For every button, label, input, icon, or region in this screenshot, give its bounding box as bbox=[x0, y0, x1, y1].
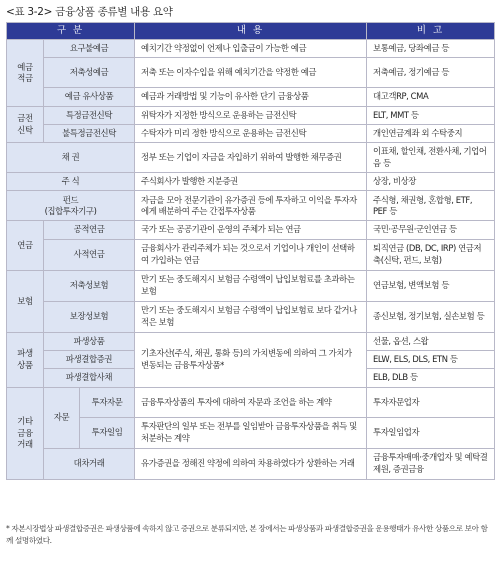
row-content: 예치기간 약정없이 언제나 입출금이 가능한 예금 bbox=[135, 40, 367, 58]
row-note: 연금보험, 변액보험 등 bbox=[367, 270, 495, 301]
row-content: 유가증권을 정해진 약정에 의하여 차용하였다가 상환하는 거래 bbox=[135, 448, 367, 479]
row-content: 만기 또는 중도해지시 보험금 수령액이 납입보험료 보다 같거나 적은 보험 bbox=[135, 301, 367, 332]
table-row bbox=[7, 387, 495, 417]
row-name: 투자일임 bbox=[80, 417, 135, 448]
table-row bbox=[7, 239, 495, 270]
row-content: 만기 또는 중도해지시 보험금 수령액이 납입보험료를 초과하는 보험 bbox=[135, 270, 367, 301]
row-name: 펀드 (집합투자기구) bbox=[7, 191, 135, 221]
row-name: 대차거래 bbox=[44, 448, 135, 479]
table-row bbox=[7, 270, 495, 301]
row-content: 국가 또는 공공기관이 운영의 주체가 되는 연금 bbox=[135, 221, 367, 239]
row-name: 공적연금 bbox=[44, 221, 135, 239]
table-row bbox=[7, 40, 495, 58]
row-note: 주식형, 채권형, 혼합형, ETF, PEF 등 bbox=[367, 191, 495, 221]
row-name: 불특정금전신탁 bbox=[44, 125, 135, 143]
row-name: 요구불예금 bbox=[44, 40, 135, 58]
row-note: ELB, DLB 등 bbox=[367, 369, 495, 387]
row-name: 투자자문 bbox=[80, 387, 135, 417]
category-deposit: 예금 적금 bbox=[7, 40, 44, 107]
row-name: 보장성보험 bbox=[44, 301, 135, 332]
table-row bbox=[7, 58, 495, 88]
row-note: 대고객RP, CMA bbox=[367, 88, 495, 106]
row-content: 예금과 거래방법 및 기능이 유사한 단기 금융상품 bbox=[135, 88, 367, 106]
row-name: 특정금전신탁 bbox=[44, 106, 135, 124]
table-row bbox=[7, 88, 495, 106]
row-content: 정부 또는 기업이 자금을 자입하기 위하여 발행한 채무증권 bbox=[135, 143, 367, 173]
row-note: 상장, 비상장 bbox=[367, 173, 495, 191]
row-note: 금융투자매매·중개업자 및 예탁결제원, 증권금융 bbox=[367, 448, 495, 479]
table-row bbox=[7, 332, 495, 350]
row-name: 예금 유사상품 bbox=[44, 88, 135, 106]
row-content: 수탁자가 미리 정한 방식으로 운용하는 금전신탁 bbox=[135, 125, 367, 143]
row-note: 선물, 옵션, 스왑 bbox=[367, 332, 495, 350]
group-advisory: 자문 bbox=[44, 387, 80, 448]
row-note: 이표채, 할인채, 전환사채, 기업어음 등 bbox=[367, 143, 495, 173]
header-content: 내 용 bbox=[135, 23, 367, 40]
table-header-row bbox=[7, 23, 495, 40]
row-content: 자금을 모아 전문기관이 유가증권 등에 투자하고 이익을 투자자에게 배분하여 주는 간접투자상품 bbox=[135, 191, 367, 221]
row-content: 금융투자상품의 투자에 대하여 자문과 조언을 하는 계약 bbox=[135, 387, 367, 417]
table-row bbox=[7, 173, 495, 191]
row-content: 저축 또는 이자수입을 위해 예치기간을 약정한 예금 bbox=[135, 58, 367, 88]
category-other: 기타 금융 거래 bbox=[7, 387, 44, 479]
header-category: 구 분 bbox=[7, 23, 135, 40]
row-name: 주 식 bbox=[7, 173, 135, 191]
category-derivative: 파생 상품 bbox=[7, 332, 44, 387]
row-note: 개인연금계좌 외 수탁중지 bbox=[367, 125, 495, 143]
category-pension: 연금 bbox=[7, 221, 44, 270]
row-note: 저축예금, 정기예금 등 bbox=[367, 58, 495, 88]
row-content: 위탁자가 지정한 방식으로 운용하는 금전신탁 bbox=[135, 106, 367, 124]
row-name: 저축성보험 bbox=[44, 270, 135, 301]
table-row bbox=[7, 301, 495, 332]
row-note: 퇴직연금 (DB, DC, IRP) 연금저축(신탁, 펀드, 보험) bbox=[367, 239, 495, 270]
row-note: 종신보험, 정기보험, 실손보험 등 bbox=[367, 301, 495, 332]
product-summary-table bbox=[6, 22, 495, 480]
row-note: 투자일임업자 bbox=[367, 417, 495, 448]
category-trust: 금전 신탁 bbox=[7, 106, 44, 143]
row-content: 기초자산(주식, 채권, 통화 등)의 가치변동에 의하여 그 가치가 변동되는 금융투자상품* bbox=[135, 332, 367, 387]
table-row bbox=[7, 417, 495, 448]
row-note: 투자자문업자 bbox=[367, 387, 495, 417]
row-content: 주식회사가 발행한 지분증권 bbox=[135, 173, 367, 191]
table-row bbox=[7, 448, 495, 479]
table-row bbox=[7, 221, 495, 239]
row-content: 금융회사가 관리주체가 되는 것으로서 기업이나 개인이 선택하여 가입하는 연금 bbox=[135, 239, 367, 270]
category-insurance: 보험 bbox=[7, 270, 44, 332]
header-note: 비 고 bbox=[367, 23, 495, 40]
table-caption: <표 3-2> 금융상품 종류별 내용 요약 bbox=[6, 6, 173, 18]
row-note: ELW, ELS, DLS, ETN 등 bbox=[367, 351, 495, 369]
row-name: 파생결합사채 bbox=[44, 369, 135, 387]
row-name: 채 권 bbox=[7, 143, 135, 173]
table-row bbox=[7, 125, 495, 143]
row-note: ELT, MMT 등 bbox=[367, 106, 495, 124]
footnote: * 자본시장법상 파생결합증권은 파생상품에 속하지 않고 증권으로 분류되지만, 본 장에서는 파생상품과 파생결합증권을 운용행태가 유사한 상품으로 보아 함께 설명하였다. bbox=[6, 524, 488, 545]
row-name: 저축성예금 bbox=[44, 58, 135, 88]
row-name: 파생결합증권 bbox=[44, 351, 135, 369]
table-row bbox=[7, 191, 495, 221]
table-row bbox=[7, 106, 495, 124]
table-row bbox=[7, 143, 495, 173]
row-note: 국민·공무원·군인연금 등 bbox=[367, 221, 495, 239]
row-name: 사적연금 bbox=[44, 239, 135, 270]
row-content: 투자판단의 일부 또는 전부를 일임받아 금융투자상품을 취득 및 처분하는 계약 bbox=[135, 417, 367, 448]
row-note: 보통예금, 당좌예금 등 bbox=[367, 40, 495, 58]
row-name: 파생상품 bbox=[44, 332, 135, 350]
